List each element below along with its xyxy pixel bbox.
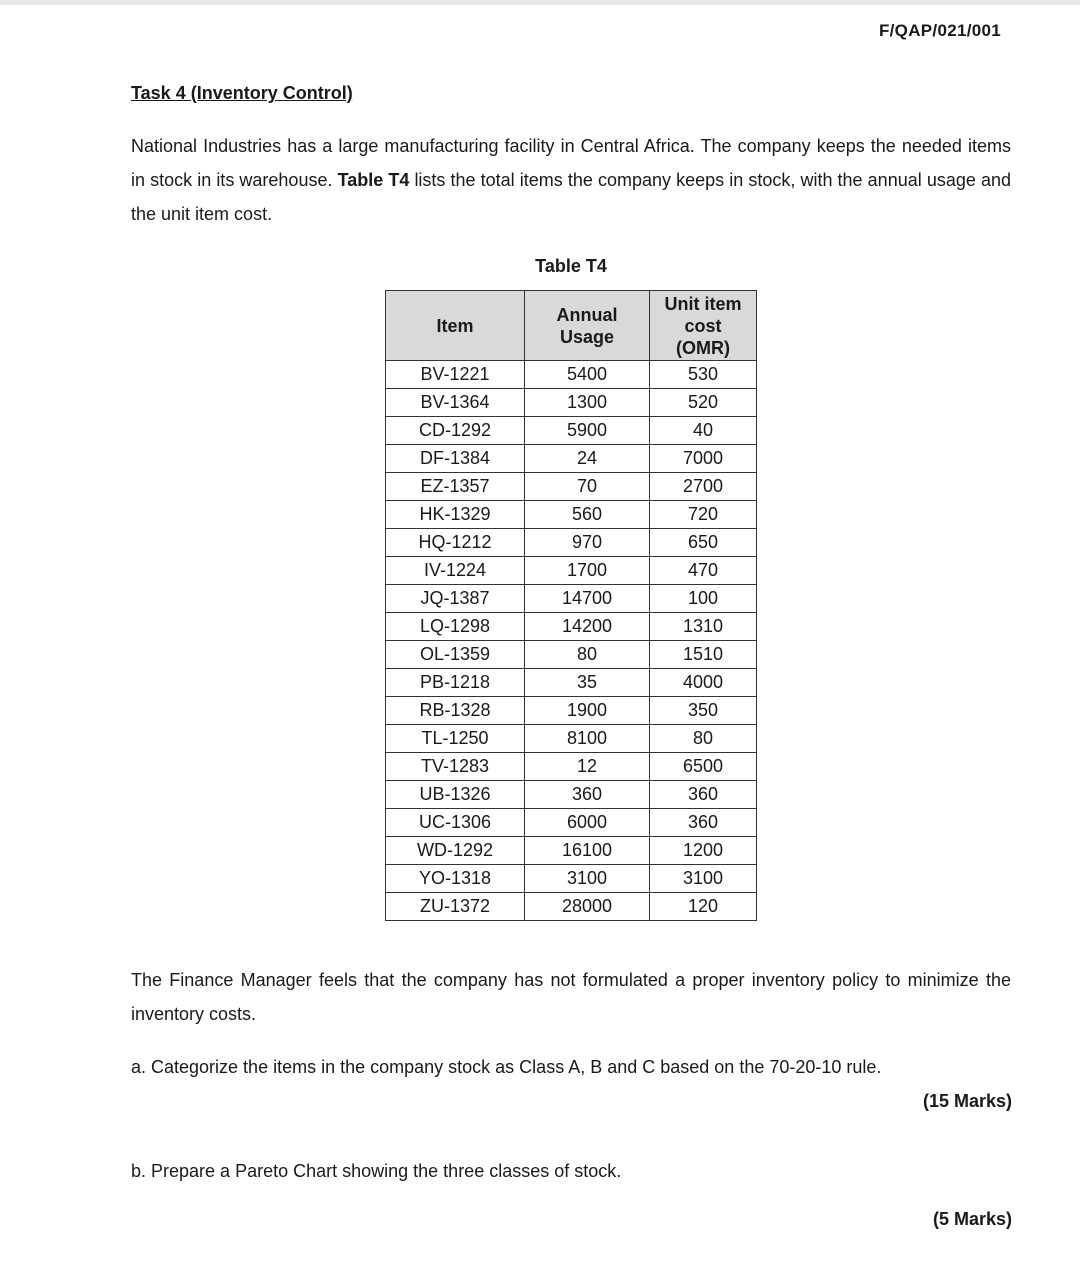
cell-unit-cost: 4000 — [650, 669, 757, 697]
cell-item: IV-1224 — [386, 557, 525, 585]
cell-unit-cost: 40 — [650, 417, 757, 445]
cell-item: EZ-1357 — [386, 473, 525, 501]
cell-unit-cost: 470 — [650, 557, 757, 585]
question-a-marks: (15 Marks) — [922, 1091, 1012, 1111]
cell-unit-cost: 520 — [650, 389, 757, 417]
cell-item: HQ-1212 — [386, 529, 525, 557]
task-title: Task 4 (Inventory Control) — [131, 83, 353, 103]
cell-item: HK-1329 — [386, 501, 525, 529]
question-b-marks: (5 Marks) — [932, 1209, 1012, 1229]
table-row — [386, 893, 757, 921]
table-row — [386, 529, 757, 557]
cell-item: TL-1250 — [386, 725, 525, 753]
cell-unit-cost: 350 — [650, 697, 757, 725]
table-row — [386, 641, 757, 669]
cell-item: RB-1328 — [386, 697, 525, 725]
cell-unit-cost: 1200 — [650, 837, 757, 865]
cell-unit-cost: 120 — [650, 893, 757, 921]
cell-annual-usage: 8100 — [525, 725, 650, 753]
table-row — [386, 585, 757, 613]
cell-annual-usage: 5900 — [525, 417, 650, 445]
cell-item: BV-1221 — [386, 361, 525, 389]
cell-annual-usage: 1300 — [525, 389, 650, 417]
table-row — [386, 865, 757, 893]
cell-unit-cost: 720 — [650, 501, 757, 529]
cell-annual-usage: 35 — [525, 669, 650, 697]
cell-annual-usage: 14700 — [525, 585, 650, 613]
table-row — [386, 697, 757, 725]
cell-item: BV-1364 — [386, 389, 525, 417]
table-row — [386, 501, 757, 529]
cell-annual-usage: 1900 — [525, 697, 650, 725]
table-row — [386, 417, 757, 445]
header-unit-cost: Unit item cost (OMR) — [650, 291, 757, 361]
question-a: a. Categorize the items in the company stock as Class A, B and C based on the 70-20-10 rule. — [131, 1057, 882, 1077]
cell-annual-usage: 12 — [525, 753, 650, 781]
cell-item: WD-1292 — [386, 837, 525, 865]
cell-unit-cost: 7000 — [650, 445, 757, 473]
question-b: b. Prepare a Pareto Chart showing the three classes of stock. — [131, 1161, 622, 1181]
cell-item: PB-1218 — [386, 669, 525, 697]
table-row — [386, 557, 757, 585]
cell-annual-usage: 6000 — [525, 809, 650, 837]
header-item: Item — [386, 291, 525, 361]
table-row — [386, 837, 757, 865]
cell-unit-cost: 1310 — [650, 613, 757, 641]
cell-annual-usage: 70 — [525, 473, 650, 501]
table-reference: Table T4 — [337, 170, 410, 190]
top-border-strip — [0, 0, 1080, 5]
cell-annual-usage: 24 — [525, 445, 650, 473]
cell-unit-cost: 530 — [650, 361, 757, 389]
cell-unit-cost: 360 — [650, 809, 757, 837]
cell-item: CD-1292 — [386, 417, 525, 445]
cell-unit-cost: 2700 — [650, 473, 757, 501]
table-row — [386, 753, 757, 781]
header-annual-usage: Annual Usage — [525, 291, 650, 361]
intro-text-2: lists the total items the company keeps in stock, with the annual usage and the unit item cost. — [131, 170, 1011, 224]
cell-annual-usage: 28000 — [525, 893, 650, 921]
cell-annual-usage: 560 — [525, 501, 650, 529]
cell-unit-cost: 360 — [650, 781, 757, 809]
cell-unit-cost: 650 — [650, 529, 757, 557]
cell-item: UC-1306 — [386, 809, 525, 837]
intro-paragraph — [131, 129, 1011, 231]
cell-annual-usage: 970 — [525, 529, 650, 557]
cell-unit-cost: 3100 — [650, 865, 757, 893]
cell-annual-usage: 14200 — [525, 613, 650, 641]
cell-annual-usage: 5400 — [525, 361, 650, 389]
document-code: F/QAP/021/001 — [878, 21, 1001, 40]
cell-item: UB-1326 — [386, 781, 525, 809]
cell-annual-usage: 1700 — [525, 557, 650, 585]
inventory-table — [385, 290, 757, 921]
intro-text-1: National Industries has a large manufacturing facility in Central Africa. The company keeps the needed items in stock in its warehouse. — [131, 136, 1011, 190]
cell-annual-usage: 80 — [525, 641, 650, 669]
table-row — [386, 613, 757, 641]
cell-item: LQ-1298 — [386, 613, 525, 641]
cell-annual-usage: 16100 — [525, 837, 650, 865]
cell-annual-usage: 3100 — [525, 865, 650, 893]
cell-item: ZU-1372 — [386, 893, 525, 921]
table-row — [386, 809, 757, 837]
cell-item: YO-1318 — [386, 865, 525, 893]
cell-unit-cost: 1510 — [650, 641, 757, 669]
cell-unit-cost: 6500 — [650, 753, 757, 781]
cell-item: JQ-1387 — [386, 585, 525, 613]
cell-unit-cost: 80 — [650, 725, 757, 753]
table-body — [386, 361, 757, 921]
table-row — [386, 389, 757, 417]
table-row — [386, 725, 757, 753]
table-row — [386, 781, 757, 809]
cell-unit-cost: 100 — [650, 585, 757, 613]
cell-annual-usage: 360 — [525, 781, 650, 809]
cell-item: TV-1283 — [386, 753, 525, 781]
table-row — [386, 473, 757, 501]
table-row — [386, 361, 757, 389]
table-header-row — [386, 291, 757, 361]
table-row — [386, 669, 757, 697]
table-row — [386, 445, 757, 473]
table-caption: Table T4 — [535, 256, 607, 276]
cell-item: OL-1359 — [386, 641, 525, 669]
finance-note: The Finance Manager feels that the company has not formulated a proper inventory policy to minimize the inventory costs. — [131, 970, 1011, 1024]
cell-item: DF-1384 — [386, 445, 525, 473]
